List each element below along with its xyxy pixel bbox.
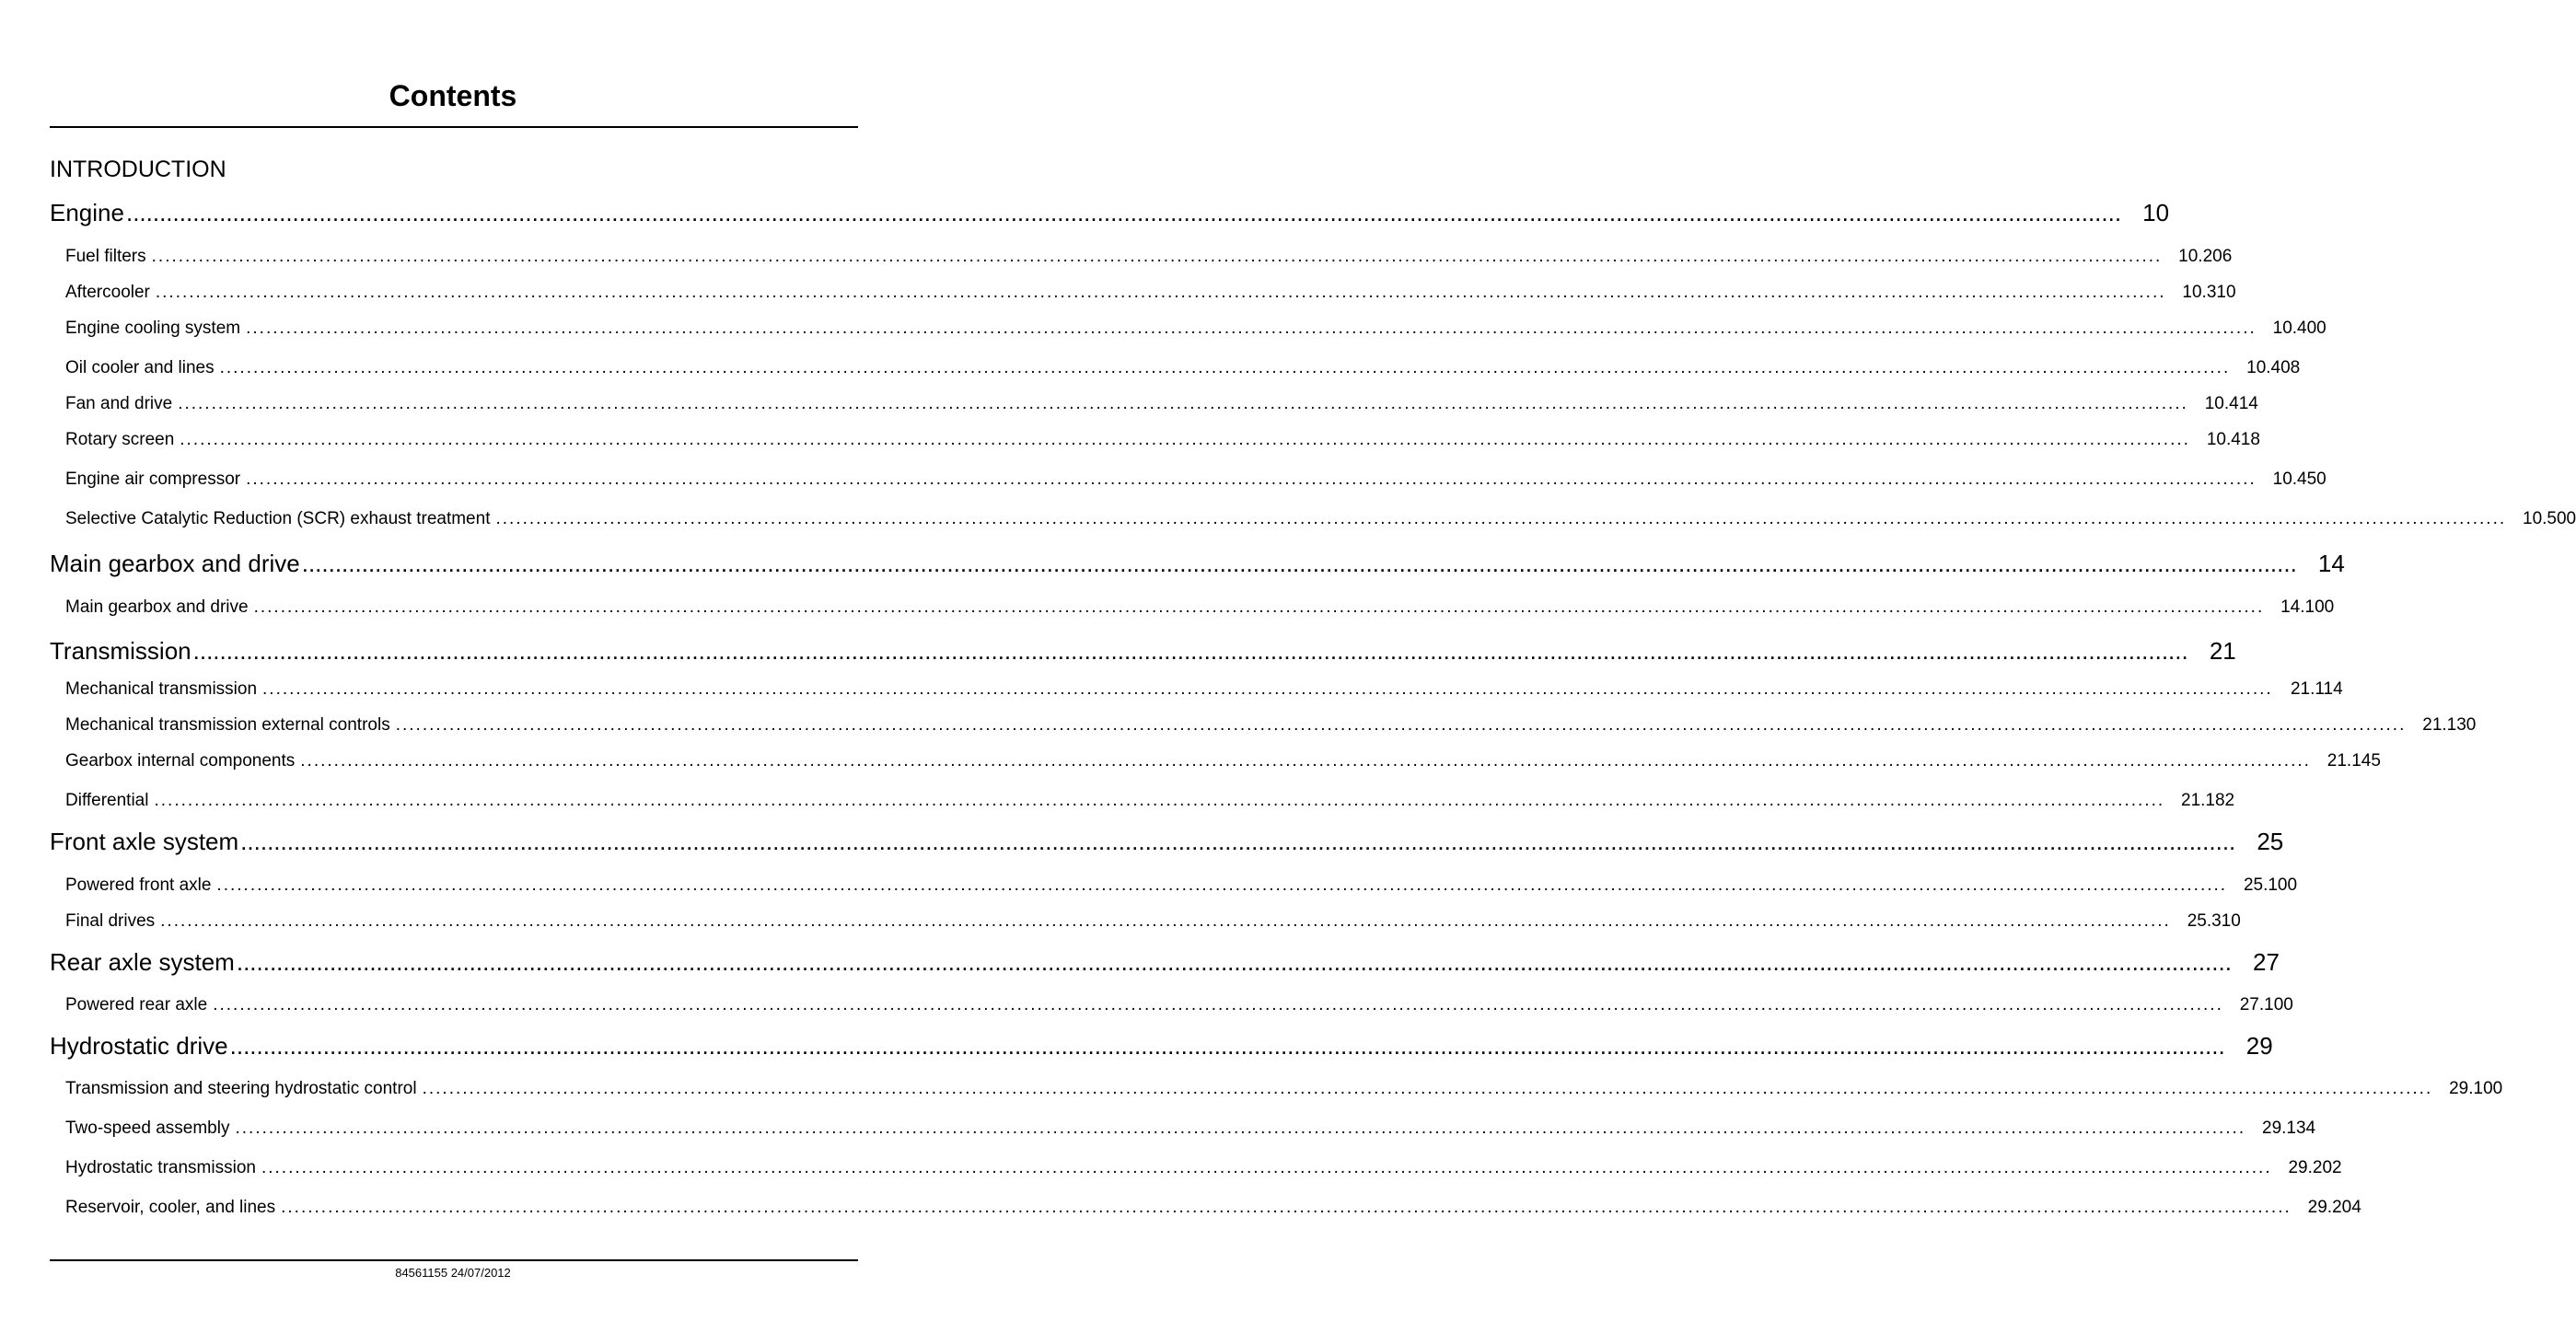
toc-item[interactable]: [65, 1119, 2316, 1139]
toc-section-page: 25: [2257, 828, 2284, 855]
toc-item-page: 27.100: [2239, 995, 2293, 1014]
toc-item-label: Aftercooler: [65, 283, 150, 302]
toc-item[interactable]: [65, 358, 2301, 378]
leader-dots: ............................................................................................................................................................................................................................................................................................................: [246, 319, 2257, 338]
toc-item-page: 10.206: [2178, 247, 2233, 266]
toc-item-label: Transmission and steering hydrostatic control: [65, 1079, 417, 1098]
toc-item-label: Main gearbox and drive: [65, 597, 249, 617]
toc-item-page: 25.100: [2243, 875, 2298, 895]
toc-item[interactable]: [65, 469, 2327, 490]
toc-section-page: 21: [2209, 637, 2236, 665]
leader-dots: ............................................................................................................................................................................................................................................................................................................: [154, 791, 2165, 810]
leader-dots: ............................................................................................................................................................................................................................................................................................................: [300, 751, 2311, 771]
toc-item-page: 21.114: [2290, 679, 2343, 699]
toc-item-page: 10.400: [2272, 319, 2327, 338]
leader-dots: ............................................................................................................................................................................................................................................................................................................: [216, 875, 2228, 895]
leader-dots: ............................................................................................................................................................................................................................................................................................................: [219, 358, 2231, 377]
leader-dots: ............................................................................................................................................................................................................................................................................................................: [281, 1198, 2292, 1217]
toc-section-page: 14: [2317, 550, 2345, 577]
toc-item-label: Selective Catalytic Reduction (SCR) exhaust treatment: [65, 509, 491, 528]
toc-item-page: 10.500: [2523, 509, 2576, 528]
toc-item-label: Differential: [65, 791, 149, 810]
leader-dots: ............................................................................................................................................................................................................................................................................................................: [262, 679, 2273, 699]
toc-item-label: Gearbox internal components: [65, 751, 296, 771]
toc-item-page: 10.450: [2272, 469, 2327, 489]
toc-item-label: Engine cooling system: [65, 319, 241, 338]
leader-dots: ............................................................................................................................................................................................................................................................................................................: [395, 715, 2407, 735]
toc-item[interactable]: [65, 1198, 2361, 1218]
toc-item[interactable]: [65, 509, 2576, 529]
toc-item-label: Engine air compressor: [65, 469, 241, 489]
toc-item[interactable]: [65, 394, 2258, 414]
toc-item[interactable]: [65, 875, 2298, 896]
leader-dots: ............................................................................................................................................................................................................................................................................................................: [155, 283, 2166, 302]
toc-item-page: 29.202: [2288, 1158, 2342, 1177]
toc-item-label: Mechanical transmission: [65, 679, 258, 699]
toc-item-label: Fan and drive: [65, 394, 173, 413]
leader-dots: ............................................................................................................................................................................................................................................................................................................: [422, 1079, 2433, 1098]
toc-section-label: Rear axle system: [50, 948, 235, 976]
toc-item-page: 10.414: [2204, 394, 2258, 413]
toc-item-label: Powered rear axle: [65, 995, 208, 1014]
toc-section-page: 10: [2142, 199, 2170, 226]
footer-divider: [50, 1259, 858, 1261]
toc-section-rear-axle[interactable]: [50, 948, 2280, 977]
leader-dots: ............................................................................................................................................................................................................................................................................................................: [213, 995, 2223, 1014]
toc-item-page: 10.310: [2182, 283, 2236, 302]
toc-item[interactable]: [65, 751, 2381, 771]
toc-section-label: Engine: [50, 199, 124, 226]
toc-item-page: 29.134: [2262, 1119, 2316, 1138]
toc-section-label: Main gearbox and drive: [50, 550, 300, 577]
leader-dots: ............................................................................................................................................................................................................................................................................................................: [236, 948, 2232, 976]
leader-dots: ............................................................................................................................................................................................................................................................................................................: [229, 1032, 2225, 1060]
toc-item[interactable]: [65, 911, 2241, 932]
toc-item[interactable]: [65, 319, 2327, 339]
toc-section-label: Transmission: [50, 637, 191, 665]
toc-item[interactable]: [65, 791, 2235, 811]
toc-item-label: Oil cooler and lines: [65, 358, 215, 377]
toc-item[interactable]: [65, 995, 2293, 1015]
leader-dots: ............................................................................................................................................................................................................................................................................................................: [235, 1119, 2246, 1138]
toc-item[interactable]: [65, 1079, 2503, 1099]
toc-item-label: Two-speed assembly: [65, 1119, 230, 1138]
toc-item[interactable]: [65, 283, 2236, 303]
toc-item-page: 21.145: [2327, 751, 2381, 771]
toc-item-label: Mechanical transmission external controls: [65, 715, 390, 735]
toc-item-page: 21.130: [2422, 715, 2477, 735]
toc-section-main-gearbox[interactable]: [50, 550, 2345, 578]
toc-item[interactable]: [65, 715, 2477, 736]
toc-item-page: 29.204: [2307, 1198, 2361, 1217]
toc-item-label: Final drives: [65, 911, 156, 931]
toc-section-label: Front axle system: [50, 828, 239, 855]
toc-item-page: 10.408: [2246, 358, 2301, 377]
toc-section-front-axle[interactable]: [50, 828, 2284, 856]
toc-item[interactable]: [65, 1158, 2342, 1178]
toc-item-label: Rotary screen: [65, 430, 175, 449]
toc-item-page: 10.418: [2206, 430, 2260, 449]
toc-item-page: 25.310: [2187, 911, 2241, 931]
intro-heading: INTRODUCTION: [50, 156, 226, 182]
toc-section-page: 27: [2253, 948, 2280, 976]
toc-section-engine[interactable]: [50, 199, 2170, 227]
toc-section-label: Hydrostatic drive: [50, 1032, 228, 1060]
leader-dots: ............................................................................................................................................................................................................................................................................................................: [246, 469, 2257, 489]
toc-item[interactable]: [65, 597, 2335, 618]
toc-item[interactable]: [65, 430, 2260, 450]
leader-dots: ............................................................................................................................................................................................................................................................................................................: [253, 597, 2265, 617]
toc-section-page: 29: [2245, 1032, 2273, 1060]
toc-item-page: 21.182: [2181, 791, 2235, 810]
toc-item-page: 29.100: [2449, 1079, 2503, 1098]
toc-item-label: Powered front axle: [65, 875, 212, 895]
toc-item[interactable]: [65, 247, 2233, 267]
leader-dots: ............................................................................................................................................................................................................................................................................................................: [261, 1158, 2272, 1177]
toc-item-label: Reservoir, cooler, and lines: [65, 1198, 276, 1217]
leader-dots: ............................................................................................................................................................................................................................................................................................................: [178, 394, 2188, 413]
toc-item[interactable]: [65, 679, 2343, 700]
page-title: Contents: [389, 79, 517, 112]
toc-section-transmission[interactable]: [50, 637, 2236, 666]
leader-dots: ............................................................................................................................................................................................................................................................................................................: [151, 247, 2163, 266]
leader-dots: ............................................................................................................................................................................................................................................................................................................: [301, 550, 2297, 577]
leader-dots: ............................................................................................................................................................................................................................................................................................................: [180, 430, 2190, 449]
leader-dots: ............................................................................................................................................................................................................................................................................................................: [495, 509, 2507, 528]
leader-dots: ............................................................................................................................................................................................................................................................................................................: [192, 637, 2188, 665]
toc-section-hydrostatic-drive[interactable]: [50, 1032, 2273, 1061]
toc-item-page: 14.100: [2280, 597, 2335, 617]
title-divider: [50, 126, 858, 128]
toc-item-label: Hydrostatic transmission: [65, 1158, 256, 1177]
footer-doc-id: 84561155 24/07/2012: [395, 1266, 511, 1280]
leader-dots: ............................................................................................................................................................................................................................................................................................................: [125, 199, 2122, 226]
toc-item-label: Fuel filters: [65, 247, 146, 266]
leader-dots: ............................................................................................................................................................................................................................................................................................................: [240, 828, 2236, 855]
leader-dots: ............................................................................................................................................................................................................................................................................................................: [160, 911, 2171, 931]
